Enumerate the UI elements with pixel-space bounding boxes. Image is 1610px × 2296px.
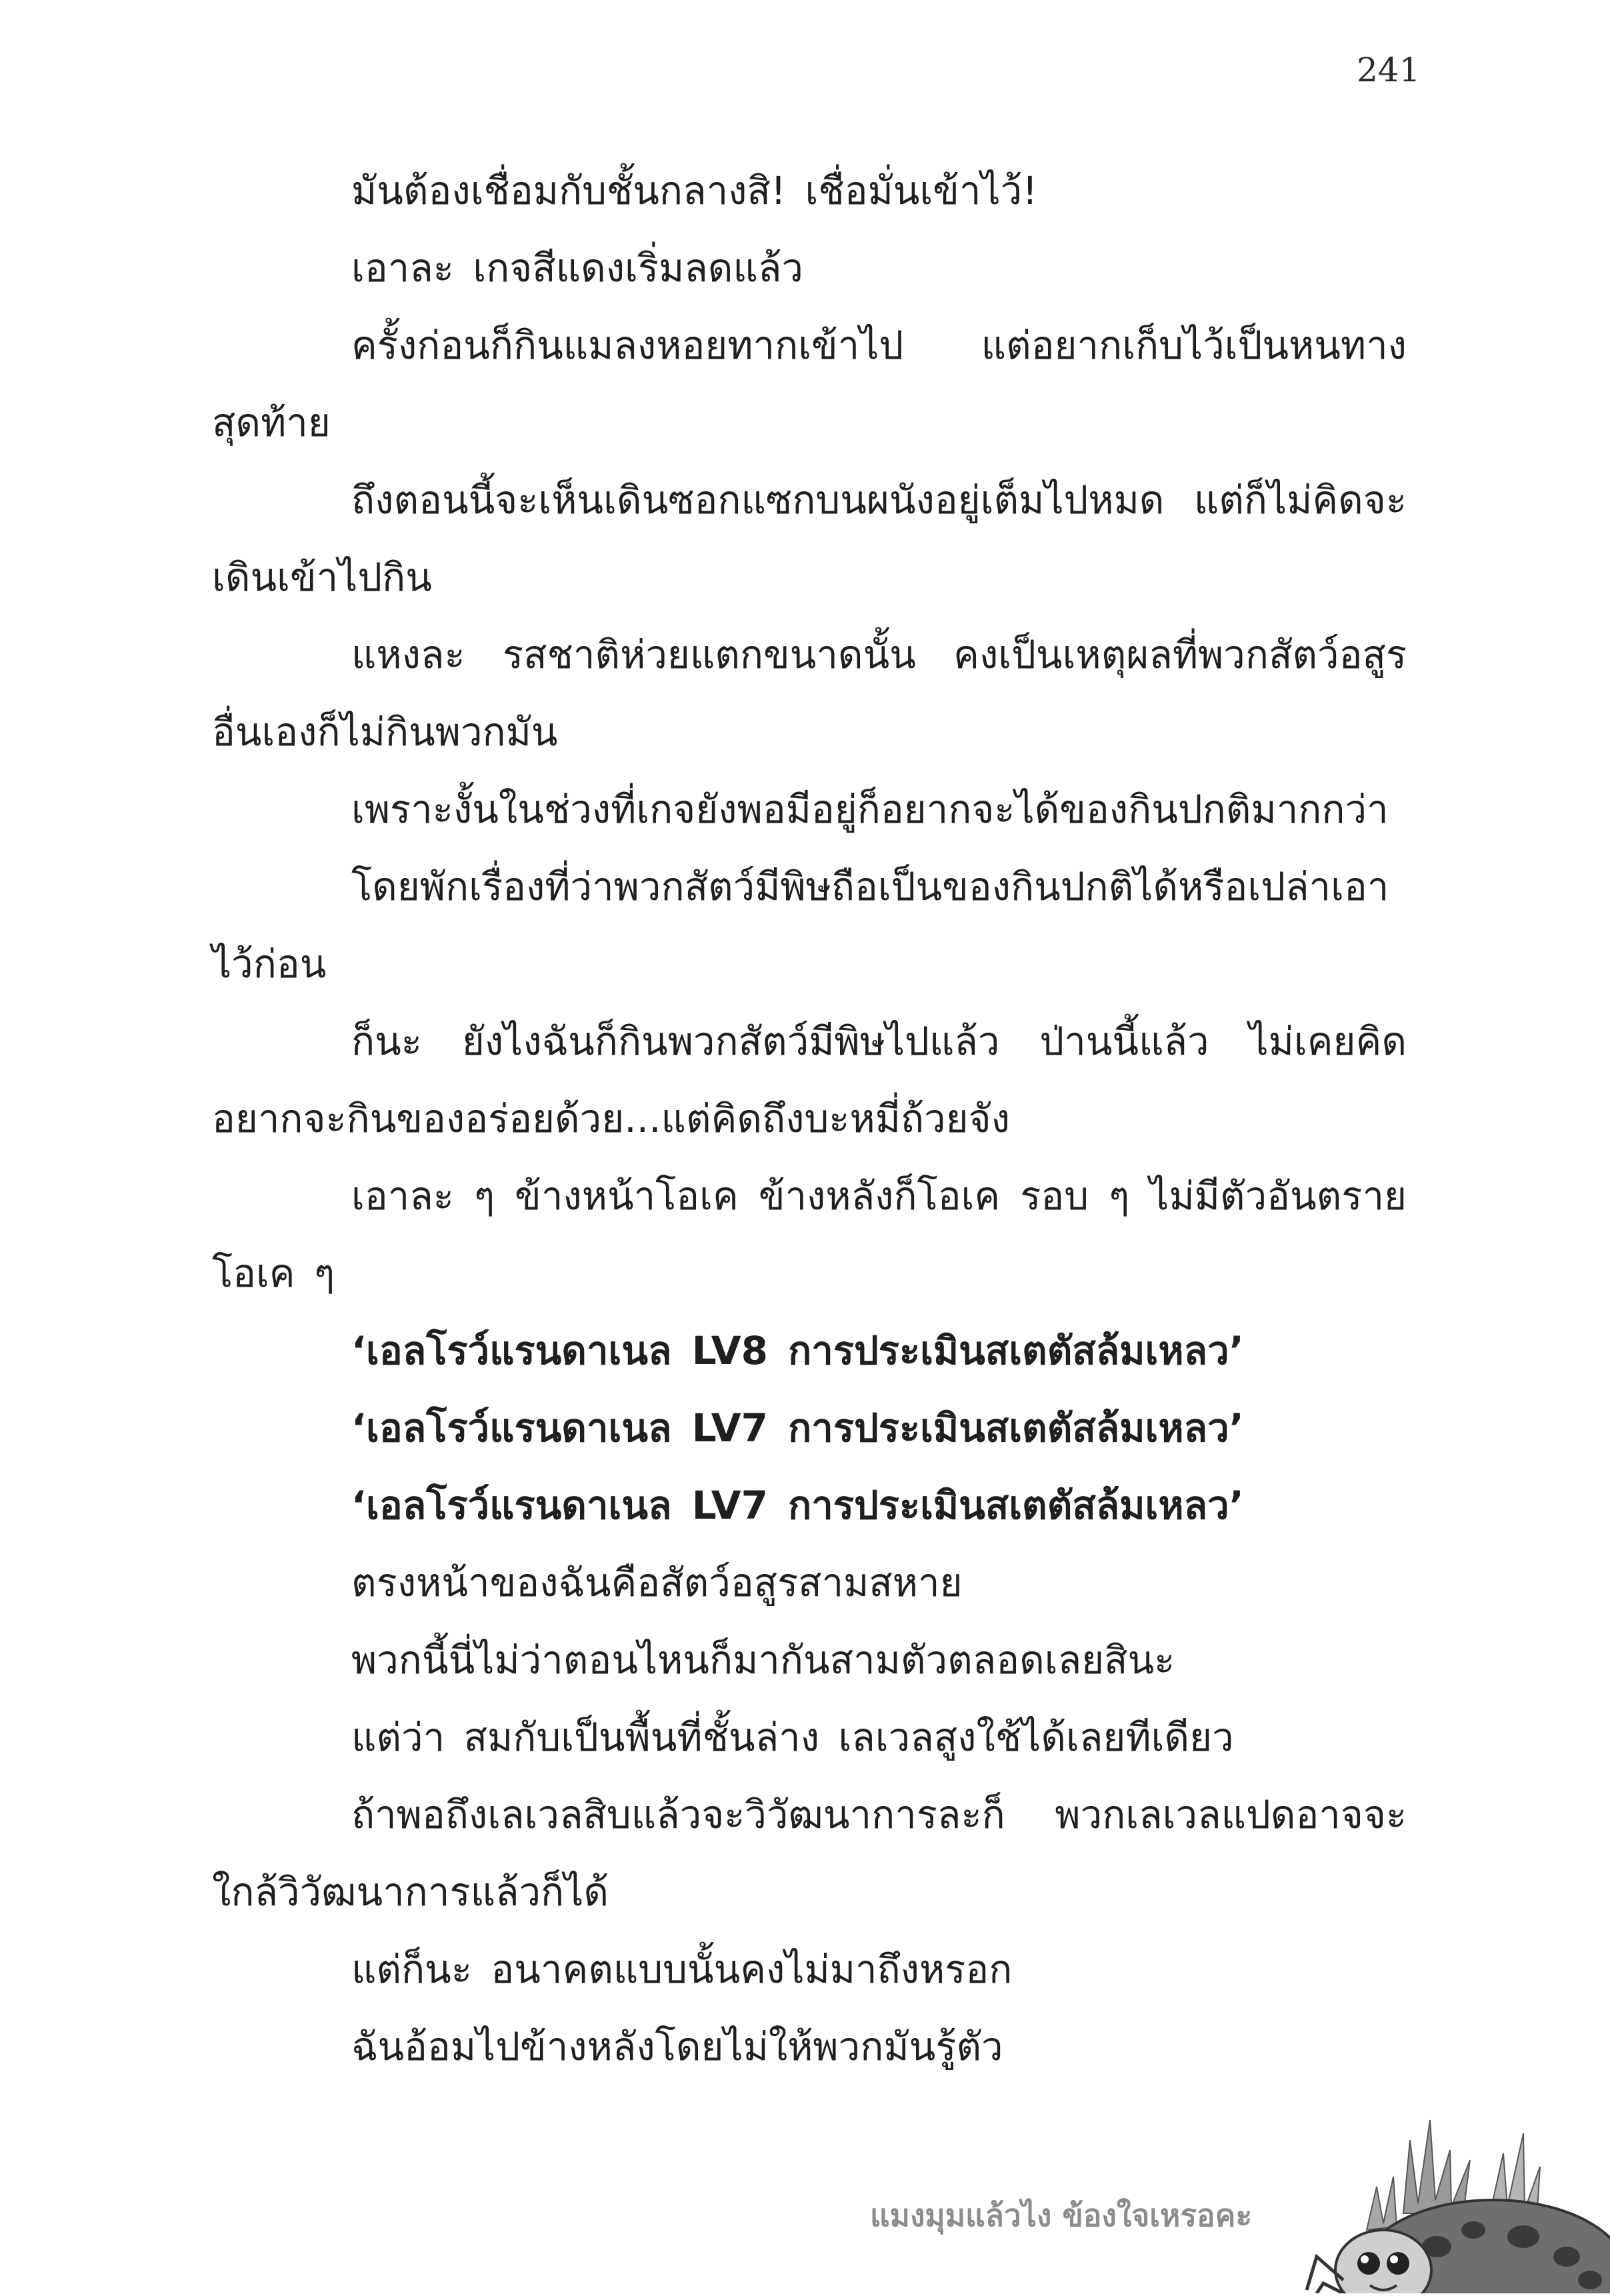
paragraph: ครั้งก่อนก็กินแมลงหอยทากเข้าไป แต่อยากเก็บไว้เป็นหนทางสุดท้าย — [212, 323, 1407, 445]
paragraph: มันต้องเชื่อมกับชั้นกลางสิ! เชื่อมั่นเข้าไว้! — [351, 168, 1038, 213]
page-number: 241 — [1357, 51, 1421, 89]
paragraph: เอาละ ๆ ข้างหน้าโอเค ข้างหลังก็โอเค รอบ ๆ ไม่มีตัวอันตราย โอเค ๆ — [212, 1173, 1407, 1296]
text-body — [212, 152, 1407, 2085]
paragraph: พวกนี้นี่ไม่ว่าตอนไหนก็มากันสามตัวตลอดเลยสินะ — [351, 1637, 1175, 1683]
paragraph: ถ้าพอถึงเลเวลสิบแล้วจะวิวัฒนาการละก็ พวกเลเวลแปดอาจจะใกล้วิวัฒนาการแล้วก็ได้ — [212, 1792, 1407, 1915]
paragraph: ฉันอ้อมไปข้างหลังโดยไม่ให้พวกมันรู้ตัว — [351, 2024, 1003, 2069]
status-message: ‘เอลโรว์แรนดาเนล LV8 การประเมินสเตตัสล้มเหลว’ — [351, 1328, 1244, 1373]
paragraph: แต่ก็นะ อนาคตแบบนั้นคงไม่มาถึงหรอก — [351, 1947, 1013, 1992]
paragraph: ตรงหน้าของฉันคือสัตว์อสูรสามสหาย — [351, 1560, 963, 1605]
paragraph: เอาละ เกจสีแดงเริ่มลดแล้ว — [351, 245, 803, 291]
spider-mascot-icon — [1303, 2113, 1610, 2293]
paragraph: เพราะงั้นในช่วงที่เกจยังพอมีอยู่ก็อยากจะได้ของกินปกติมากกว่า — [351, 787, 1389, 832]
paragraph: แต่ว่า สมกับเป็นพื้นที่ชั้นล่าง เลเวลสูงใช้ได้เลยทีเดียว — [351, 1715, 1234, 1760]
paragraph: ก็นะ ยังไงฉันก็กินพวกสัตว์มีพิษไปแล้ว ป่านนี้แล้ว ไม่เคยคิดอยากจะกินของอร่อยด้วย...แต่คิดถึงบะหมี่ถ้วยจัง — [212, 1019, 1407, 1141]
status-message: ‘เอลโรว์แรนดาเนล LV7 การประเมินสเตตัสล้มเหลว’ — [351, 1483, 1244, 1528]
paragraph: ถึงตอนนี้จะเห็นเดินซอกแซกบนผนังอยู่เต็มไปหมด แต่ก็ไม่คิดจะเดินเข้าไปกิน — [212, 477, 1407, 600]
paragraph: แหงละ รสชาติห่วยแตกขนาดนั้น คงเป็นเหตุผลที่พวกสัตว์อสูรอื่นเองก็ไม่กินพวกมัน — [212, 632, 1407, 755]
book-title-footer: แมงมุมแล้วไง ข้องใจเหรอคะ — [870, 2197, 1253, 2233]
status-message: ‘เอลโรว์แรนดาเนล LV7 การประเมินสเตตัสล้มเหลว’ — [351, 1405, 1244, 1451]
paragraph: โดยพักเรื่องที่ว่าพวกสัตว์มีพิษถือเป็นของกินปกติได้หรือเปล่าเอาไว้ก่อน — [212, 864, 1389, 987]
